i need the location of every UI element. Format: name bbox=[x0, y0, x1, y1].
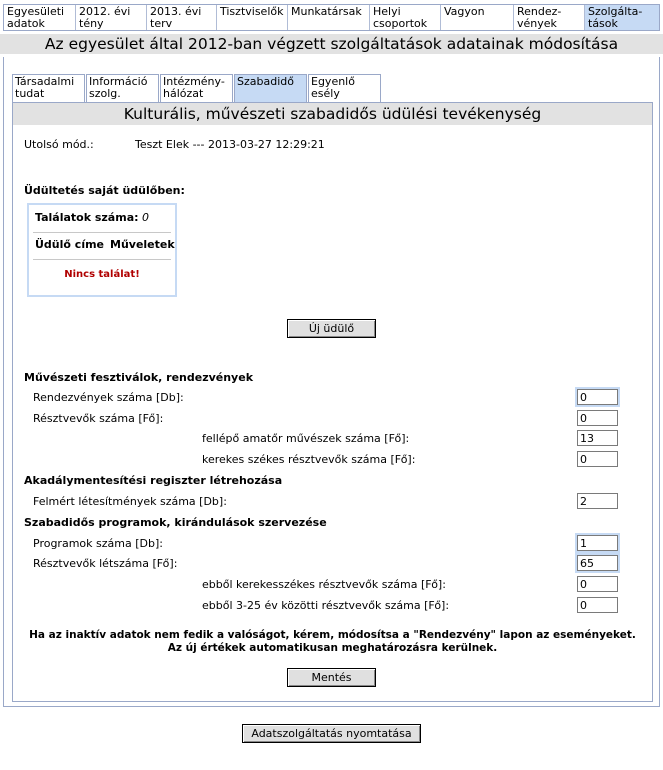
tab-rendezvenyek[interactable]: Rendez-vények bbox=[514, 5, 585, 30]
notice-line-1: Ha az inaktív adatok nem fedik a valóságot, kérem, módosítsa a "Rendezvény" lapon az eseményeket. bbox=[29, 629, 636, 641]
facilities-label: Felmért létesítmények száma [Db]: bbox=[33, 495, 227, 508]
subtab-informacio-szolg[interactable]: Információ szolg. bbox=[86, 74, 159, 102]
events-field[interactable] bbox=[577, 389, 618, 405]
no-result-message: Nincs találat! bbox=[64, 269, 140, 280]
program-wheelchair-field[interactable] bbox=[577, 576, 618, 592]
resort-heading: Üdültetés saját üdülőben: bbox=[24, 184, 185, 197]
new-resort-button[interactable]: Új üdülő bbox=[287, 319, 376, 338]
program-youth-field[interactable] bbox=[577, 597, 618, 613]
last-mod-label: Utolsó mód.: bbox=[24, 138, 94, 151]
panel-title: Kulturális, művészeti szabadidős üdülési tevékenység bbox=[13, 103, 652, 125]
notice-line-2: Az új értékek automatikusan meghatározásra kerülnek. bbox=[167, 642, 498, 654]
col-header-address: Üdülő címe bbox=[35, 238, 105, 251]
subtab-intezmenyhalozat[interactable]: Intézmény-hálózat bbox=[160, 74, 233, 102]
result-count-label: Találatok száma: bbox=[35, 211, 139, 224]
amateur-field[interactable] bbox=[577, 430, 618, 446]
program-participants-field[interactable] bbox=[577, 555, 618, 571]
wheelchair-field[interactable] bbox=[577, 451, 618, 467]
tab-2013-terv[interactable]: 2013. évi terv bbox=[147, 5, 217, 30]
accessibility-heading: Akadálymentesítési regiszter létrehozása bbox=[24, 474, 283, 487]
print-button[interactable]: Adatszolgáltatás nyomtatása bbox=[242, 724, 421, 743]
tab-tisztviselok[interactable]: Tisztviselők bbox=[217, 5, 288, 30]
page-title: Az egyesület által 2012-ban végzett szolgáltatások adatainak módosítása bbox=[0, 34, 663, 54]
result-count bbox=[35, 211, 149, 224]
header-divider bbox=[33, 259, 171, 260]
participants-label: Résztvevők száma [Fő]: bbox=[33, 412, 164, 425]
tab-egyesuleti-adatok[interactable]: Egyesületi adatok bbox=[4, 5, 76, 30]
resort-results-box bbox=[27, 203, 177, 297]
results-divider bbox=[33, 232, 171, 233]
tab-2012-teny[interactable]: 2012. évi tény bbox=[76, 5, 147, 30]
subtab-egyenlo-esely[interactable]: Egyenlő esély bbox=[308, 74, 381, 102]
programs-heading: Szabadidős programok, kirándulások szervezése bbox=[24, 516, 327, 529]
last-mod-value: Teszt Elek --- 2013-03-27 12:29:21 bbox=[135, 138, 325, 151]
subtab-tarsadalmi-tudat[interactable]: Társadalmi tudat bbox=[12, 74, 85, 102]
save-button[interactable]: Mentés bbox=[287, 668, 376, 687]
program-participants-label: Résztvevők létszáma [Fő]: bbox=[33, 557, 178, 570]
program-count-field[interactable] bbox=[577, 535, 618, 551]
amateur-label: fellépő amatőr művészek száma [Fő]: bbox=[202, 432, 410, 445]
sub-nav bbox=[12, 74, 382, 102]
subtab-szabadido[interactable]: Szabadidő bbox=[234, 74, 307, 102]
tab-munkatarsak[interactable]: Munkatársak bbox=[288, 5, 370, 30]
facilities-field[interactable] bbox=[577, 493, 618, 509]
col-header-actions: Műveletek bbox=[110, 238, 175, 251]
program-count-label: Programok száma [Db]: bbox=[33, 537, 163, 550]
program-youth-label: ebből 3-25 év közötti résztvevők száma [Fő]: bbox=[202, 599, 450, 612]
events-label: Rendezvények száma [Db]: bbox=[33, 391, 184, 404]
tab-vagyon[interactable]: Vagyon bbox=[441, 5, 514, 30]
program-wheelchair-label: ebből kerekesszékes résztvevők száma [Fő]: bbox=[202, 578, 446, 591]
tab-helyi-csoportok[interactable]: Helyi csoportok bbox=[370, 5, 441, 30]
tab-szolgaltatasok[interactable]: Szolgálta-tások bbox=[585, 5, 659, 30]
participants-field[interactable] bbox=[577, 410, 618, 426]
festivals-heading: Művészeti fesztiválok, rendezvények bbox=[24, 371, 254, 384]
top-nav bbox=[3, 4, 660, 31]
wheelchair-label: kerekes székes résztvevők száma [Fő]: bbox=[202, 453, 416, 466]
result-count-value: 0 bbox=[142, 211, 150, 224]
